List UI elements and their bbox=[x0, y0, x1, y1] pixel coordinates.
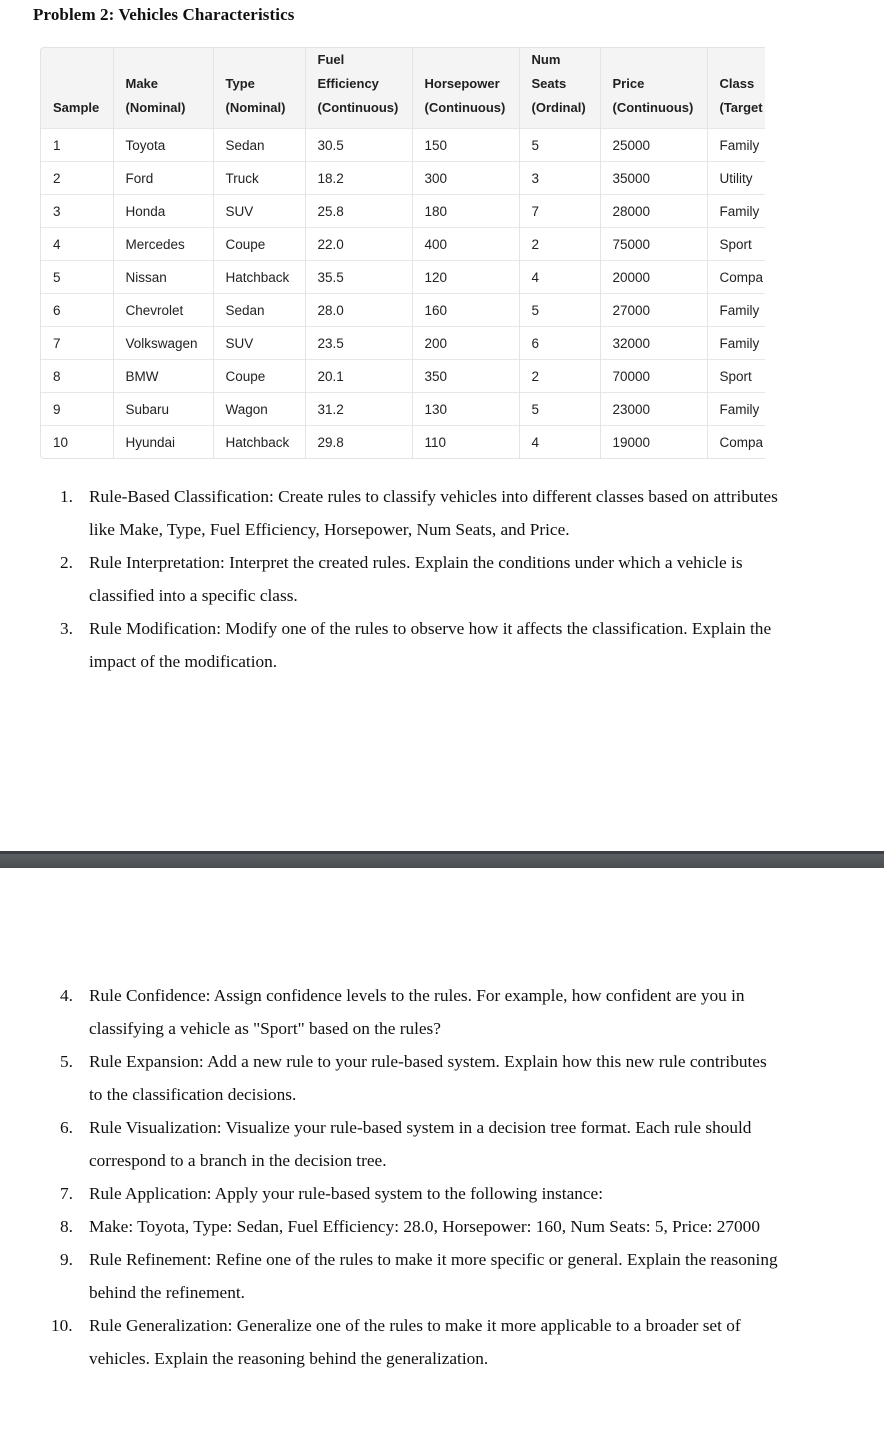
question-item bbox=[0, 1210, 884, 1243]
question-item bbox=[0, 1177, 884, 1210]
table-cell: Chevrolet bbox=[113, 294, 213, 327]
question-item bbox=[0, 979, 884, 1045]
column-header-line bbox=[53, 72, 113, 96]
table-cell: 35.5 bbox=[305, 261, 412, 294]
table-cell: 30.5 bbox=[305, 129, 412, 162]
table-cell: Family bbox=[707, 129, 765, 162]
column-header-line: Class bbox=[719, 76, 755, 91]
question-number: 7. bbox=[60, 1184, 73, 1203]
table-cell: 70000 bbox=[600, 360, 707, 393]
question-item bbox=[0, 612, 884, 678]
table-cell: 20000 bbox=[600, 261, 707, 294]
column-header-line: (Nominal) bbox=[225, 100, 286, 115]
question-number: 2. bbox=[60, 553, 73, 572]
table-cell: BMW bbox=[113, 360, 213, 393]
question-text: Make: Toyota, Type: Sedan, Fuel Efficiency: 28.0, Horsepower: 160, Num Seats: 5, Price: 27000 bbox=[89, 1217, 760, 1236]
question-text: Rule-Based Classification: Create rules to classify vehicles into different classes based on attributes like Make, Type, Fuel Efficiency, Horsepower, Num Seats, and Price. bbox=[89, 487, 778, 539]
question-text: Rule Generalization: Generalize one of the rules to make it more applicable to a broader set of vehicles. Explain the reasoning behind the generalization. bbox=[89, 1316, 741, 1368]
table-cell: 75000 bbox=[600, 228, 707, 261]
table-cell: 6 bbox=[519, 327, 600, 360]
column-header-line bbox=[425, 48, 519, 72]
table-cell: Sedan bbox=[213, 294, 305, 327]
column-header-line bbox=[53, 48, 113, 72]
question-list-part1 bbox=[0, 480, 884, 678]
column-header-line: Make bbox=[125, 76, 159, 91]
table-cell: 3 bbox=[41, 195, 113, 228]
table-cell: 8 bbox=[41, 360, 113, 393]
question-number: 1. bbox=[60, 487, 73, 506]
question-number: 3. bbox=[60, 619, 73, 638]
question-item bbox=[0, 1243, 884, 1309]
question-item bbox=[0, 546, 884, 612]
table-cell: Sedan bbox=[213, 129, 305, 162]
column-header-line: (Target bbox=[719, 100, 763, 115]
question-text: Rule Application: Apply your rule-based system to the following instance: bbox=[89, 1184, 604, 1203]
column-header-line: (Ordinal) bbox=[531, 100, 586, 115]
table-cell: Wagon bbox=[213, 393, 305, 426]
column-header-line: Num bbox=[531, 52, 561, 67]
column-header bbox=[305, 48, 412, 129]
table-cell: 120 bbox=[412, 261, 519, 294]
table-header-row bbox=[41, 48, 765, 129]
column-header-line: Efficiency bbox=[317, 76, 379, 91]
column-header-line bbox=[720, 48, 766, 72]
table-cell: Compa bbox=[707, 426, 765, 459]
table-cell: 1 bbox=[41, 129, 113, 162]
table-cell: 19000 bbox=[600, 426, 707, 459]
table-cell: 7 bbox=[519, 195, 600, 228]
table-row bbox=[41, 294, 765, 327]
table-cell: 110 bbox=[412, 426, 519, 459]
table-cell: 180 bbox=[412, 195, 519, 228]
table-cell: 20.1 bbox=[305, 360, 412, 393]
table-body bbox=[41, 129, 765, 459]
table-cell: SUV bbox=[213, 195, 305, 228]
column-header-line: (Continuous) bbox=[612, 100, 694, 115]
table-cell: Family bbox=[707, 393, 765, 426]
table-cell: Compa bbox=[707, 261, 765, 294]
page-divider bbox=[0, 851, 884, 868]
table-cell: 29.8 bbox=[305, 426, 412, 459]
table-cell: 10 bbox=[41, 426, 113, 459]
question-number: 4. bbox=[60, 986, 73, 1005]
column-header-line bbox=[226, 48, 305, 72]
column-header bbox=[600, 48, 707, 129]
table-cell: Hatchback bbox=[213, 426, 305, 459]
table-cell: 2 bbox=[41, 162, 113, 195]
table-cell: Toyota bbox=[113, 129, 213, 162]
table-cell: Coupe bbox=[213, 228, 305, 261]
table-cell: Truck bbox=[213, 162, 305, 195]
table-cell: 5 bbox=[519, 294, 600, 327]
table-row bbox=[41, 195, 765, 228]
column-header-line bbox=[613, 48, 707, 72]
column-header-line: Price bbox=[612, 76, 645, 91]
table-cell: 350 bbox=[412, 360, 519, 393]
question-number: 8. bbox=[60, 1217, 73, 1236]
question-number: 9. bbox=[60, 1250, 73, 1269]
table-cell: 9 bbox=[41, 393, 113, 426]
table-cell: 2 bbox=[519, 228, 600, 261]
table-cell: 27000 bbox=[600, 294, 707, 327]
question-item bbox=[0, 1309, 884, 1375]
column-header-line: Horsepower bbox=[424, 76, 500, 91]
table-cell: 31.2 bbox=[305, 393, 412, 426]
table-cell: 5 bbox=[519, 129, 600, 162]
table-cell: Sport bbox=[707, 228, 765, 261]
table-cell: Coupe bbox=[213, 360, 305, 393]
table-cell: 6 bbox=[41, 294, 113, 327]
table-cell: Subaru bbox=[113, 393, 213, 426]
column-header-line: Type bbox=[225, 76, 255, 91]
table-cell: SUV bbox=[213, 327, 305, 360]
question-item bbox=[0, 1111, 884, 1177]
page-title: Problem 2: Vehicles Characteristics bbox=[33, 5, 295, 24]
question-number: 5. bbox=[60, 1052, 73, 1071]
table-cell: 28000 bbox=[600, 195, 707, 228]
table-cell: 150 bbox=[412, 129, 519, 162]
column-header-line: Fuel bbox=[317, 52, 345, 67]
question-text: Rule Expansion: Add a new rule to your rule-based system. Explain how this new rule contributes to the classification decisions. bbox=[89, 1052, 767, 1104]
table-cell: 23.5 bbox=[305, 327, 412, 360]
table-cell: 300 bbox=[412, 162, 519, 195]
question-number: 6. bbox=[60, 1118, 73, 1137]
vehicle-table bbox=[40, 47, 765, 459]
question-list-part2 bbox=[0, 979, 884, 1375]
question-text: Rule Confidence: Assign confidence levels to the rules. For example, how confident are you in classifying a vehicle as "Sport" based on the rules? bbox=[89, 986, 745, 1038]
column-header-line: (Continuous) bbox=[317, 100, 399, 115]
table-cell: Family bbox=[707, 195, 765, 228]
table-cell: 4 bbox=[519, 426, 600, 459]
question-item bbox=[0, 1045, 884, 1111]
question-text: Rule Visualization: Visualize your rule-based system in a decision tree format. Each rule should correspond to a branch in the decision tree. bbox=[89, 1118, 752, 1170]
column-header bbox=[412, 48, 519, 129]
table-row bbox=[41, 261, 765, 294]
table-cell: 400 bbox=[412, 228, 519, 261]
table-cell: 22.0 bbox=[305, 228, 412, 261]
table-cell: Hatchback bbox=[213, 261, 305, 294]
table-cell: 5 bbox=[519, 393, 600, 426]
table-row bbox=[41, 162, 765, 195]
table-cell: Honda bbox=[113, 195, 213, 228]
table-row bbox=[41, 426, 765, 459]
column-header-line: Sample bbox=[53, 100, 100, 115]
table-cell: Ford bbox=[113, 162, 213, 195]
question-item bbox=[0, 480, 884, 546]
table-cell: Family bbox=[707, 327, 765, 360]
table-cell: 28.0 bbox=[305, 294, 412, 327]
table-cell: 18.2 bbox=[305, 162, 412, 195]
table-cell: 35000 bbox=[600, 162, 707, 195]
table-cell: 130 bbox=[412, 393, 519, 426]
table-row bbox=[41, 360, 765, 393]
table-cell: Mercedes bbox=[113, 228, 213, 261]
table-cell: Family bbox=[707, 294, 765, 327]
column-header-line bbox=[126, 48, 213, 72]
table-cell: 5 bbox=[41, 261, 113, 294]
table-row bbox=[41, 129, 765, 162]
question-number: 10. bbox=[51, 1316, 73, 1335]
column-header-line: Seats bbox=[531, 76, 567, 91]
table-cell: Hyundai bbox=[113, 426, 213, 459]
column-header bbox=[213, 48, 305, 129]
table-cell: 4 bbox=[519, 261, 600, 294]
question-text: Rule Modification: Modify one of the rules to observe how it affects the classification. Explain the impact of the modification. bbox=[89, 619, 772, 671]
table-cell: Nissan bbox=[113, 261, 213, 294]
table-cell: 25.8 bbox=[305, 195, 412, 228]
table-cell: 23000 bbox=[600, 393, 707, 426]
column-header-line: (Continuous) bbox=[424, 100, 506, 115]
column-header bbox=[707, 48, 765, 129]
table-cell: 200 bbox=[412, 327, 519, 360]
question-text: Rule Refinement: Refine one of the rules to make it more specific or general. Explain the reasoning behind the refinement. bbox=[89, 1250, 778, 1302]
table-cell: 160 bbox=[412, 294, 519, 327]
column-header-line: (Nominal) bbox=[125, 100, 186, 115]
table-cell: 3 bbox=[519, 162, 600, 195]
table-cell: Sport bbox=[707, 360, 765, 393]
column-header bbox=[113, 48, 213, 129]
table-cell: 2 bbox=[519, 360, 600, 393]
column-header bbox=[519, 48, 600, 129]
table-cell: Volkswagen bbox=[113, 327, 213, 360]
table-cell: 4 bbox=[41, 228, 113, 261]
table-cell: 32000 bbox=[600, 327, 707, 360]
table-row bbox=[41, 327, 765, 360]
column-header bbox=[41, 48, 113, 129]
table-cell: Utility bbox=[707, 162, 765, 195]
table-cell: 25000 bbox=[600, 129, 707, 162]
table-row bbox=[41, 228, 765, 261]
table-row bbox=[41, 393, 765, 426]
question-text: Rule Interpretation: Interpret the created rules. Explain the conditions under which a vehicle is classified into a specific class. bbox=[89, 553, 743, 605]
table-cell: 7 bbox=[41, 327, 113, 360]
